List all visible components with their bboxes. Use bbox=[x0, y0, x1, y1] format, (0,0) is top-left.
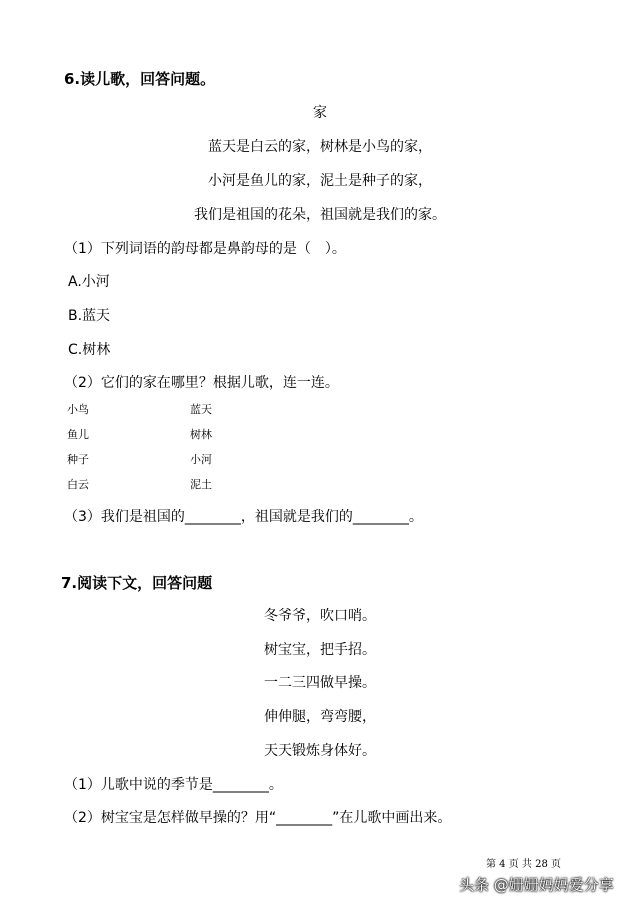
q7-poem-line-2: 树宝宝，把手招。 bbox=[264, 642, 376, 658]
q7-sub-question-2: （2）树宝宝是怎样做早操的？用“________”在儿歌中画出来。 bbox=[64, 810, 452, 826]
q6-poem-line-3: 我们是祖国的花朵，祖国就是我们的家。 bbox=[194, 207, 446, 223]
match-right-item: 树林 bbox=[190, 428, 212, 441]
match-left-item: 鱼儿 bbox=[67, 428, 89, 441]
q6-poem-line-1: 蓝天是白云的家，树林是小鸟的家， bbox=[208, 139, 432, 155]
match-left-item: 种子 bbox=[67, 453, 89, 466]
q7-poem-line-1: 冬爷爷，吹口哨。 bbox=[264, 608, 376, 624]
watermark: 头条 @姗姗妈妈爱分享 bbox=[459, 876, 614, 894]
match-left-item: 小鸟 bbox=[67, 403, 89, 416]
match-right-item: 泥土 bbox=[190, 478, 212, 491]
match-right-item: 小河 bbox=[190, 453, 212, 466]
q6-poem-title: 家 bbox=[313, 105, 327, 121]
match-left-item: 白云 bbox=[67, 478, 89, 491]
q7-sub-question-1: （1）儿歌中说的季节是________。 bbox=[64, 777, 283, 793]
q6-sub-question-2: （2）它们的家在哪里？根据儿歌，连一连。 bbox=[64, 375, 339, 391]
page-number: 第 4 页 共 28 页 bbox=[486, 859, 561, 870]
q6-heading: 6.读儿歌，回答问题。 bbox=[64, 70, 216, 88]
match-right-item: 蓝天 bbox=[190, 403, 212, 416]
q6-poem-line-2: 小河是鱼儿的家，泥土是种子的家， bbox=[208, 173, 432, 189]
q7-poem-line-4: 伸伸腿，弯弯腰， bbox=[264, 709, 376, 725]
q6-option-c: C.树林 bbox=[68, 342, 111, 358]
q6-option-a: A.小河 bbox=[68, 274, 110, 290]
q7-heading: 7.阅读下文，回答问题 bbox=[61, 574, 213, 592]
q7-poem-line-5: 天天锻炼身体好。 bbox=[264, 743, 376, 759]
q7-poem-line-3: 一二三四做早操。 bbox=[264, 675, 376, 691]
q6-option-b: B.蓝天 bbox=[68, 308, 111, 324]
q6-sub-question-1: （1）下列词语的韵母都是鼻韵母的是（ ）。 bbox=[64, 241, 346, 257]
q6-sub-question-3: （3）我们是祖国的________，祖国就是我们的________。 bbox=[64, 509, 423, 525]
